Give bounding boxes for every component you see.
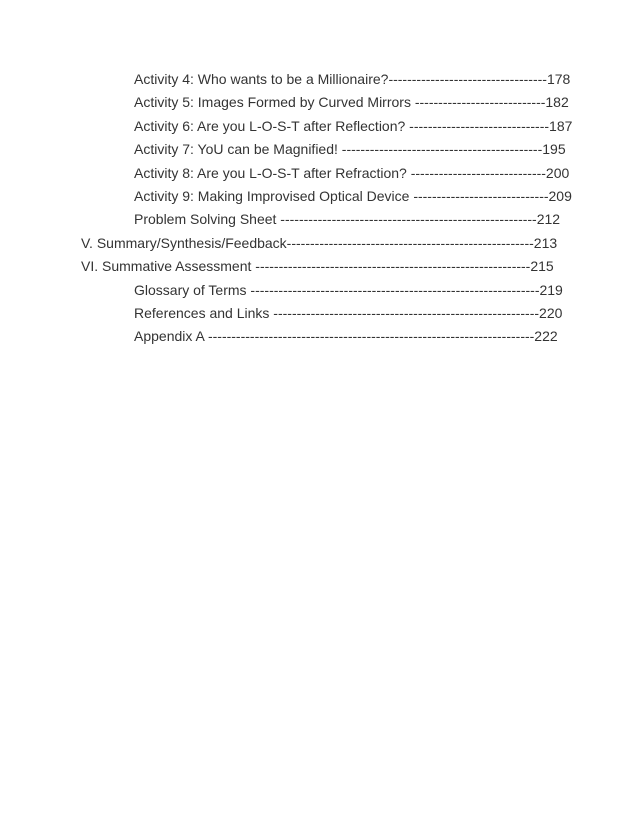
toc-entry-text: Appendix A ----------------------------------------------------------------------222 xyxy=(134,328,558,345)
toc-entry-activity-8 xyxy=(0,162,638,185)
toc-entry-appendix-a xyxy=(0,325,638,348)
toc-entry-activity-7 xyxy=(0,138,638,161)
toc-entry-text: References and Links ---------------------------------------------------------220 xyxy=(134,304,563,321)
toc-entry-summative-assessment xyxy=(0,255,638,278)
toc-entry-text: V. Summary/Synthesis/Feedback-----------------------------------------------------213 xyxy=(81,234,558,251)
toc-entry-text: Activity 7: YoU can be Magnified! -------------------------------------------195 xyxy=(134,141,566,158)
toc-entry-activity-6 xyxy=(0,115,638,138)
toc-entry-problem-solving-sheet xyxy=(0,208,638,231)
toc-entry-activity-5 xyxy=(0,91,638,114)
toc-entry-text: Glossary of Terms --------------------------------------------------------------219 xyxy=(134,281,563,298)
table-of-contents xyxy=(0,68,638,349)
toc-entry-text: Problem Solving Sheet -------------------------------------------------------212 xyxy=(134,211,561,228)
toc-entry-text: Activity 6: Are you L-O-S-T after Reflection? ------------------------------187 xyxy=(134,117,573,134)
toc-entry-text: VI. Summative Assessment -----------------------------------------------------------215 xyxy=(81,258,554,275)
toc-entry-glossary xyxy=(0,279,638,302)
toc-entry-text: Activity 5: Images Formed by Curved Mirrors ----------------------------182 xyxy=(134,94,569,111)
toc-entry-text: Activity 4: Who wants to be a Millionaire?----------------------------------178 xyxy=(134,71,571,87)
toc-entry-text: Activity 9: Making Improvised Optical Device -----------------------------209 xyxy=(134,187,572,204)
toc-entry-activity-9 xyxy=(0,185,638,208)
toc-entry-summary xyxy=(0,232,638,255)
toc-entry-activity-4 xyxy=(0,68,638,91)
toc-entry-references xyxy=(0,302,638,325)
toc-entry-text: Activity 8: Are you L-O-S-T after Refraction? -----------------------------200 xyxy=(134,164,570,181)
